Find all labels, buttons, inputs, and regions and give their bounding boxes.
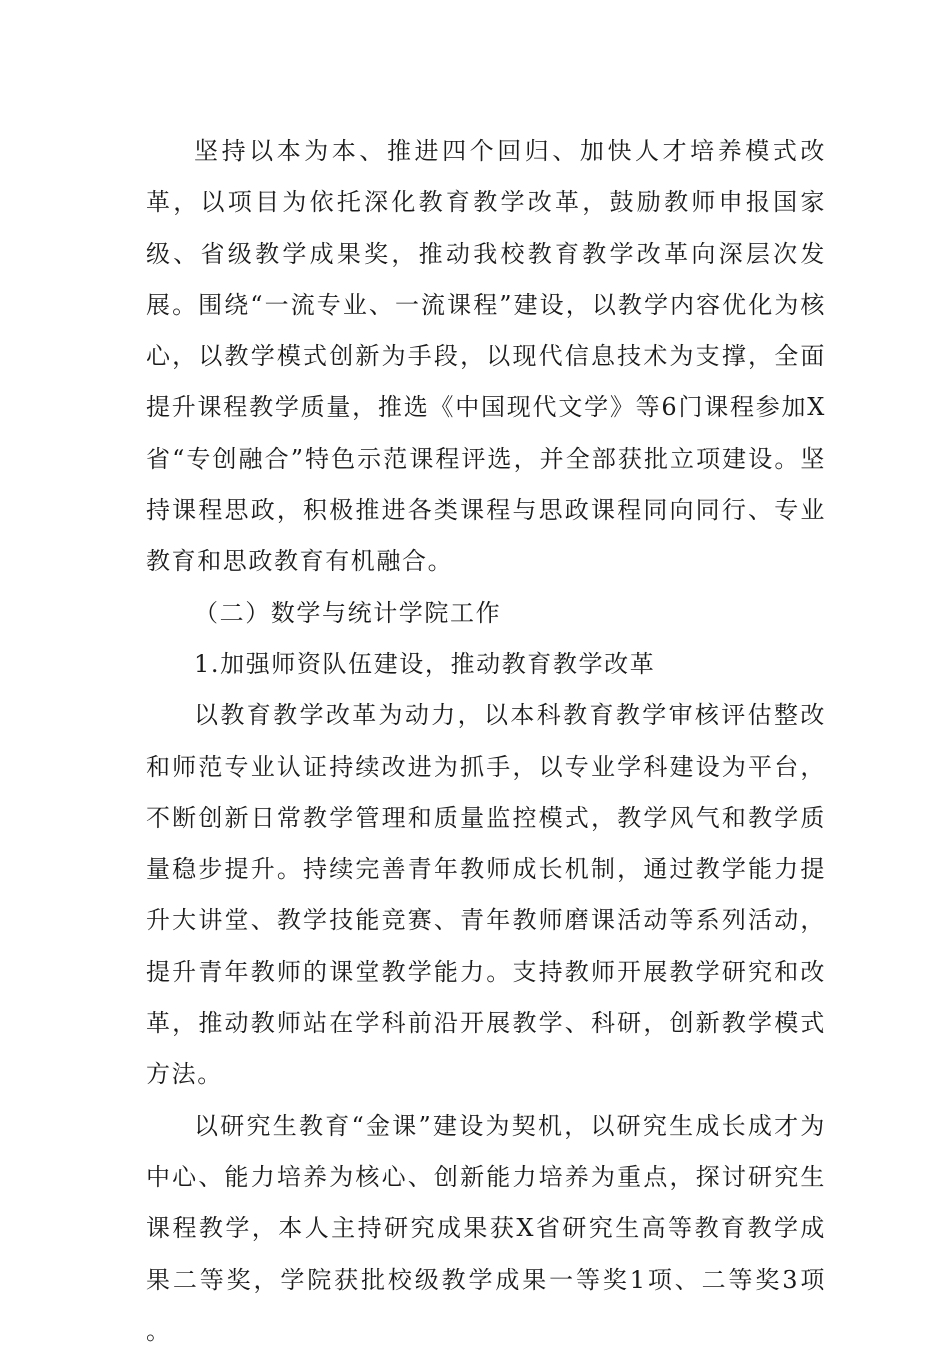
document-body [146,126,826,1357]
section-heading: （二）数学与统计学院工作 [194,598,502,627]
body-paragraph: 以研究生教育“金课”建设为契机，以研究生成长成才为中心、能力培养为核心、创新能力培养为重点，探讨研究生课程教学，本人主持研究成果获X省研究生高等教育教学成果二等奖，学院获批校级教学成果一等奖1项、二等奖3项 。 [146,1111,826,1345]
body-paragraph: 以教育教学改革为动力，以本科教育教学审核评估整改和师范专业认证持续改进为抓手，以专业学科建设为平台，不断创新日常教学管理和质量监控模式，教学风气和教学质量稳步提升。持续完善青年教师成长机制，通过教学能力提升大讲堂、教学技能竞赛、青年教师磨课活动等系列活动，提升青年教师的课堂教学能力。支持教师开展教学研究和改革，推动教师站在学科前沿开展教学、科研，创新教学模式方法。 [146,701,826,1089]
sub-heading: 1.加强师资队伍建设，推动教育教学改革 [194,649,656,678]
body-paragraph: 坚持以本为本、推进四个回归、加快人才培养模式改革，以项目为依托深化教育教学改革，鼓励教师申报国家级、省级教学成果奖，推动我校教育教学改革向深层次发展。围绕“一流专业、一流课程”建设，以教学内容优化为核心，以教学模式创新为手段，以现代信息技术为支撑，全面提升课程教学质量，推选《中国现代文学》等6门课程参加X省“专创融合”特色示范课程评选，并全部获批立项建设。坚持课程思政，积极推进各类课程与思政课程同向同行、专业教育和思政教育有机融合。 [146,137,826,576]
